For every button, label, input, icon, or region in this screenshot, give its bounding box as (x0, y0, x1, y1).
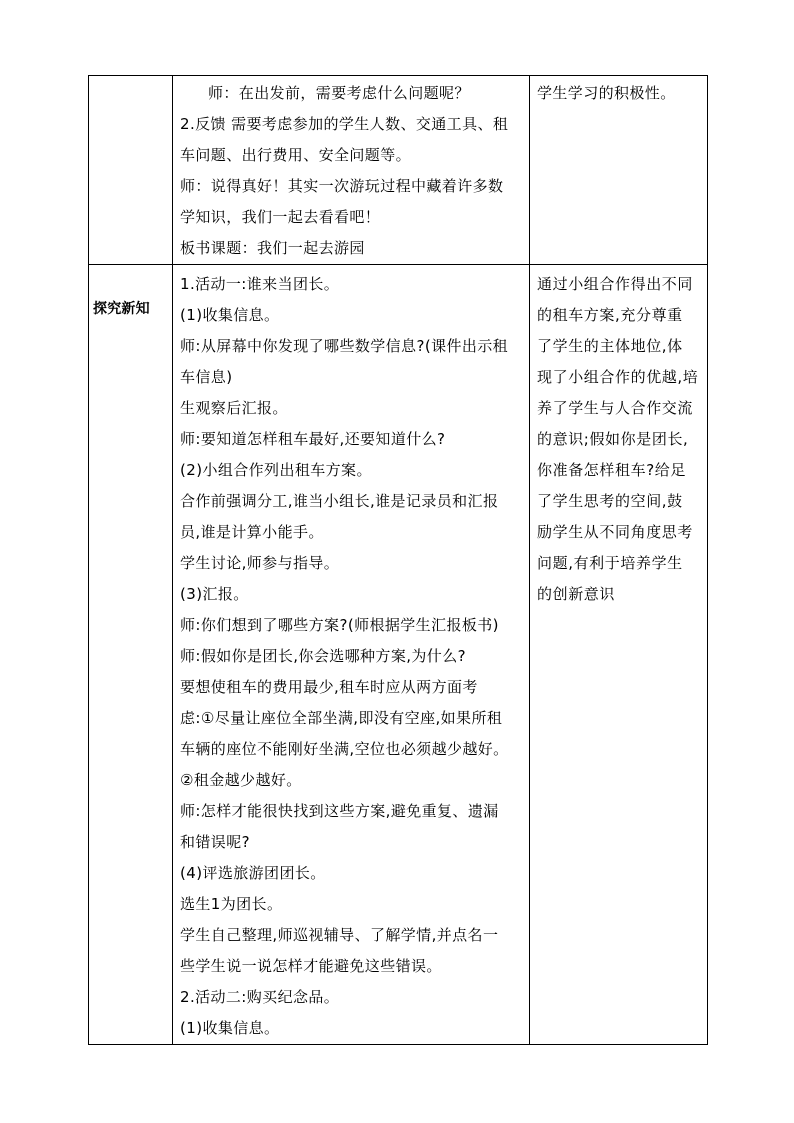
notes-cell (530, 265, 708, 1045)
section-cell (89, 265, 173, 1045)
content-line: 师:假如你是团长,你会选哪种方案,为什么? (180, 647, 466, 665)
content-line: (4)评选旅游团团长。 (180, 864, 326, 882)
content-line: 2.反馈 需要考虑参加的学生人数、交通工具、租 (180, 115, 509, 133)
content-cell (173, 76, 530, 265)
content-line: 师:怎样才能很快找到这些方案,避免重复、遗漏 (180, 802, 499, 820)
note-line: 的创新意识 (537, 585, 616, 603)
content-line: 学知识，我们一起去看看吧！ (180, 208, 381, 226)
table-row (89, 265, 708, 1045)
content-line: 合作前强调分工,谁当小组长,谁是记录员和汇报 (180, 492, 499, 510)
note-line: 了学生思考的空间,鼓 (537, 492, 683, 510)
content-line: 生观察后汇报。 (180, 399, 288, 417)
table-row (89, 76, 708, 265)
content-line: 1.活动一:谁来当团长。 (180, 275, 340, 293)
content-line: 师：说得真好！其实一次游玩过程中藏着许多数 (180, 177, 504, 195)
content-line: 和错误呢? (180, 833, 250, 851)
section-cell (89, 76, 173, 265)
content-line: 车信息) (180, 368, 233, 386)
notes-cell (530, 76, 708, 265)
content-line: 学生讨论,师参与指导。 (180, 554, 340, 572)
note-line: 学生学习的积极性。 (537, 84, 676, 102)
content-cell (173, 265, 530, 1045)
note-line: 通过小组合作得出不同 (537, 275, 694, 293)
note-line: 你准备怎样租车?给足 (537, 461, 686, 479)
content-line: 师：在出发前，需要考虑什么问题呢？ (208, 84, 470, 102)
content-line: (3)汇报。 (180, 585, 249, 603)
content-line: 学生自己整理,师巡视辅导、了解学情,并点名一 (180, 926, 499, 944)
content-line: 2.活动二:购买纪念品。 (180, 988, 340, 1006)
content-line: (1)收集信息。 (180, 1019, 280, 1037)
section-label: 探究新知 (93, 301, 150, 317)
content-line: ②租金越少越好。 (180, 771, 302, 789)
note-line: 的租车方案,充分尊重 (537, 306, 683, 324)
content-line: 师:要知道怎样租车最好,还要知道什么? (180, 430, 446, 448)
content-line: 师:你们想到了哪些方案?(师根据学生汇报板书) (180, 616, 499, 634)
content-line: 员,谁是计算小能手。 (180, 523, 324, 541)
content-line: (2)小组合作列出租车方案。 (180, 461, 372, 479)
content-line: 些学生说一说怎样才能避免这些错误。 (180, 957, 442, 975)
content-line: 选生1为团长。 (180, 895, 283, 913)
content-line: 车辆的座位不能刚好坐满,空位也必须越少越好。 (180, 740, 509, 758)
note-line: 的意识;假如你是团长, (537, 430, 689, 448)
note-line: 励学生从不同角度思考 (537, 523, 694, 541)
content-line: 师:从屏幕中你发现了哪些数学信息?(课件出示租 (180, 337, 509, 355)
note-line: 了学生的主体地位,体 (537, 337, 683, 355)
content-line: 车问题、出行费用、安全问题等。 (180, 146, 412, 164)
content-line: 要想使租车的费用最少,租车时应从两方面考 (180, 678, 478, 696)
content-line: (1)收集信息。 (180, 306, 280, 324)
note-line: 养了学生与人合作交流 (537, 399, 694, 417)
lesson-plan-table (88, 75, 708, 1045)
note-line: 问题,有利于培养学生 (537, 554, 683, 572)
content-line: 虑:①尽量让座位全部坐满,即没有空座,如果所租 (180, 709, 503, 727)
note-line: 现了小组合作的优越,培 (537, 368, 699, 386)
content-line: 板书课题：我们一起去游园 (180, 239, 365, 257)
